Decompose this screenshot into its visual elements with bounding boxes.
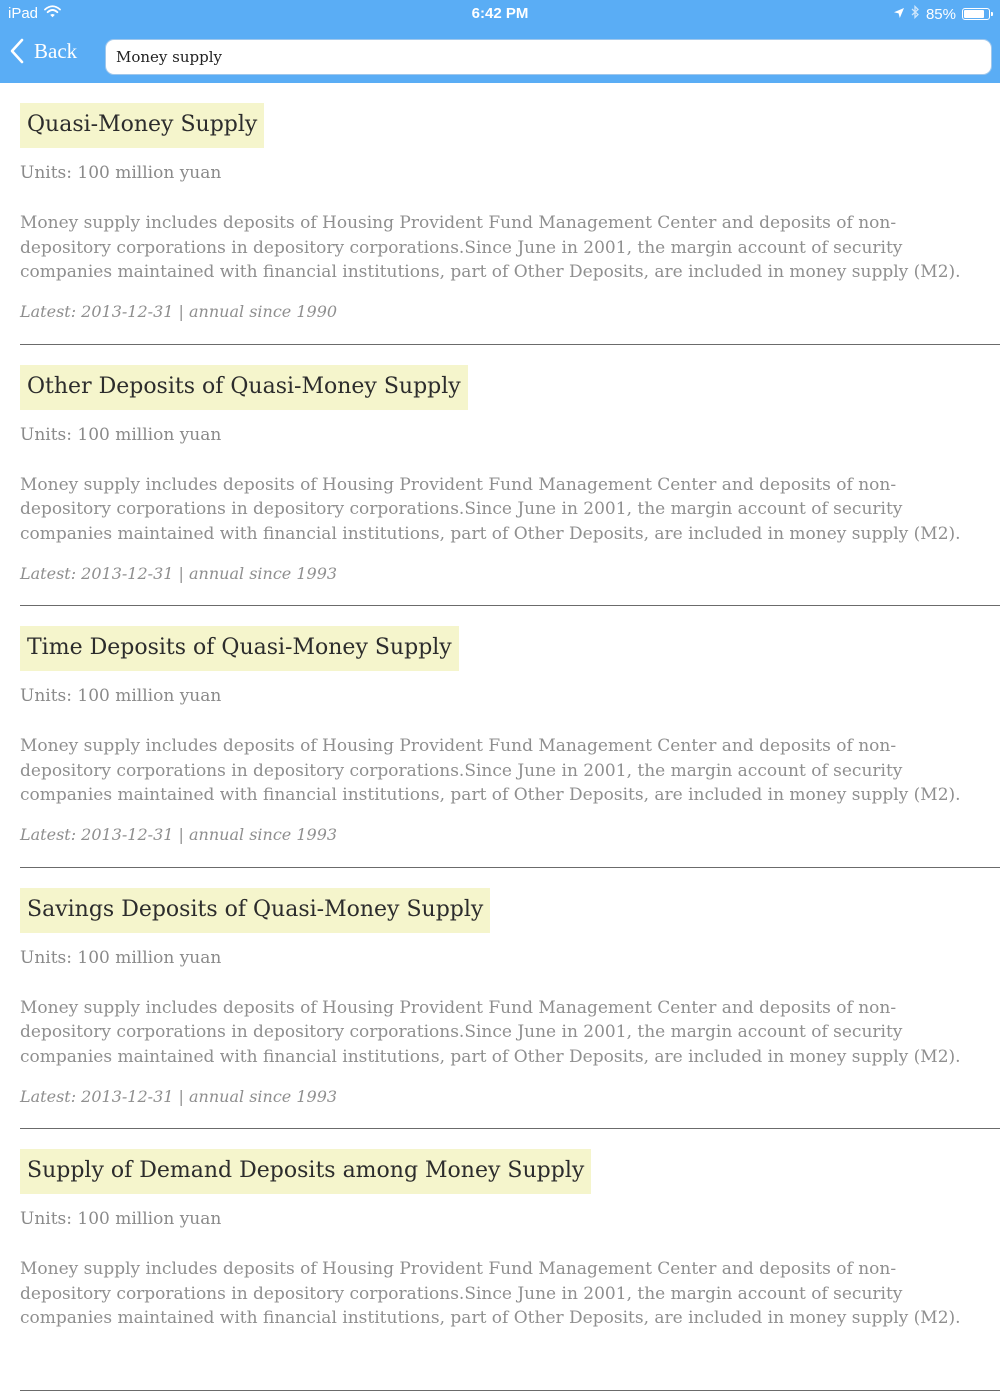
result-item[interactable] xyxy=(20,1129,1000,1391)
battery-percent: 85% xyxy=(925,5,956,23)
result-title[interactable]: Other Deposits of Quasi-Money Supply xyxy=(20,365,468,410)
chevron-left-icon xyxy=(10,38,24,64)
result-units: Units: 100 million yuan xyxy=(20,163,222,183)
back-button[interactable] xyxy=(10,38,77,64)
result-meta: Latest: 2013-12-31 | annual since 1993 xyxy=(20,1086,338,1106)
location-icon xyxy=(893,6,905,23)
result-title[interactable]: Time Deposits of Quasi-Money Supply xyxy=(20,626,459,671)
results-list xyxy=(0,83,1000,1391)
result-title[interactable]: Quasi-Money Supply xyxy=(20,103,264,148)
status-time: 6:42 PM xyxy=(471,5,529,22)
result-description: Money supply includes deposits of Housing Provident Fund Management Center and deposits of non-depository corporations in depository corporations.Since June in 2001, the margin account of security companies maintained with financial institutions, part of Other Deposits, are included in money supply (M2). xyxy=(20,1259,961,1328)
result-item[interactable] xyxy=(20,606,1000,868)
result-meta: Latest: 2013-12-31 | annual since 1993 xyxy=(20,563,338,583)
result-units: Units: 100 million yuan xyxy=(20,1209,222,1229)
top-bar xyxy=(0,0,1000,83)
back-label: Back xyxy=(34,38,78,63)
status-right xyxy=(893,5,990,23)
result-description: Money supply includes deposits of Housing Provident Fund Management Center and deposits of non-depository corporations in depository corporations.Since June in 2001, the margin account of security companies maintained with financial institutions, part of Other Deposits, are included in money supply (M2). xyxy=(20,997,961,1067)
battery-icon xyxy=(962,8,990,20)
result-title[interactable]: Supply of Demand Deposits among Money Supply xyxy=(20,1149,591,1194)
result-description: Money supply includes deposits of Housing Provident Fund Management Center and deposits of non-depository corporations in depository corporations.Since June in 2001, the margin account of security companies maintained with financial institutions, part of Other Deposits, are included in money supply (M2). xyxy=(20,736,961,805)
result-title[interactable]: Savings Deposits of Quasi-Money Supply xyxy=(20,888,490,933)
device-name: iPad xyxy=(8,5,39,22)
result-item[interactable] xyxy=(20,345,1000,607)
result-meta: Latest: 2013-12-31 | annual since 1990 xyxy=(20,302,338,321)
bluetooth-icon xyxy=(911,5,920,23)
result-units: Units: 100 million yuan xyxy=(20,424,222,445)
result-units: Units: 100 million yuan xyxy=(20,686,222,706)
search-input[interactable] xyxy=(105,39,992,75)
result-description: Money supply includes deposits of Housing Provident Fund Management Center and deposits of non-depository corporations in depository corporations.Since June in 2001, the margin account of security companies maintained with financial institutions, part of Other Deposits, are included in money supply (M2). xyxy=(20,474,961,544)
result-item[interactable] xyxy=(20,83,1000,345)
result-description: Money supply includes deposits of Housing Provident Fund Management Center and deposits of non-depository corporations in depository corporations.Since June in 2001, the margin account of security companies maintained with financial institutions, part of Other Deposits, are included in money supply (M2). xyxy=(20,213,961,282)
result-item[interactable] xyxy=(20,868,1000,1130)
navigation-bar xyxy=(0,34,1000,80)
battery-fill xyxy=(964,10,984,18)
result-units: Units: 100 million yuan xyxy=(20,947,222,968)
result-meta: Latest: 2013-12-31 | annual since 1993 xyxy=(20,825,338,844)
status-bar xyxy=(0,0,1000,28)
